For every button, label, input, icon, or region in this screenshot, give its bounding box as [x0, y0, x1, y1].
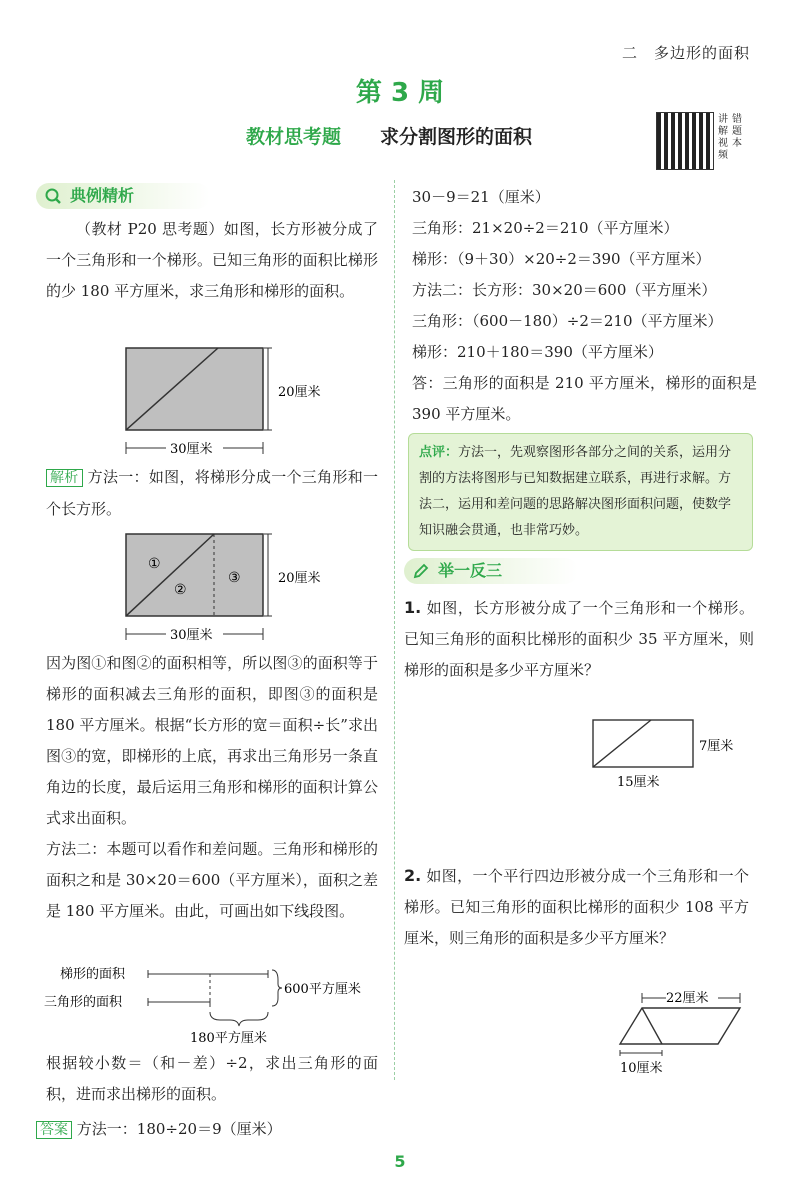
solution-line-4: 方法二：长方形：30×20＝600（平方厘米） — [412, 281, 717, 299]
comment-label: 点评： — [419, 445, 459, 460]
solution-line-5: 三角形：（600－180）÷2＝210（平方厘米） — [412, 312, 723, 330]
label-triangle-area: 三角形的面积 — [44, 995, 123, 1010]
page-title: 第 3 周 — [355, 78, 445, 108]
region-1: ① — [148, 556, 161, 572]
region-3: ③ — [228, 570, 241, 586]
subtitle-topic: 求分割图形的面积 — [380, 126, 533, 148]
question-1-text: 如图，长方形被分成了一个三角形和一个梯形。已知三角形的面积比梯形的面积少 35 平方厘米，则梯形的面积是多少平方厘米？ — [404, 599, 754, 679]
magnifier-icon — [44, 187, 62, 205]
solution-line-1: 30－9＝21（厘米） — [412, 188, 550, 206]
question-1-number: 1. — [404, 598, 422, 617]
analysis-method1 — [46, 462, 378, 525]
example-problem: （教材 P20 思考题）如图，长方形被分成了一个三角形和一个梯形。已知三角形的面积比梯形的少 180 平方厘米，求三角形和梯形的面积。 — [46, 220, 378, 300]
solution-line-6: 梯形：210＋180＝390（平方厘米） — [412, 343, 663, 361]
column-divider — [394, 180, 395, 1080]
analysis-method2: 方法二：本题可以看作和差问题。三角形和梯形的面积之和是 30×20＝600（平方厘米），面积之差是 180 平方厘米。由此，可画出如下线段图。 — [46, 840, 378, 920]
rectangle-shape — [126, 348, 263, 430]
analysis-method2-explain: 根据较小数＝（和－差）÷2，求出三角形的面积，进而求出梯形的面积。 — [46, 1054, 378, 1103]
region-2: ② — [174, 582, 187, 598]
label-difference: 180平方厘米 — [190, 1031, 267, 1046]
figure-rectangle-regions — [118, 526, 321, 651]
page-number: 5 — [394, 1152, 406, 1171]
analysis-method1-explain: 因为图①和图②的面积相等，所以图③的面积等于梯形的面积减去三角形的面积，即图③的面积是 180 平方厘米。根据“长方形的宽＝面积÷长”求出图③的宽，即梯形的上底，再求出三角形另一条直角边的长度，最后运用三角形和梯形的面积计算公式求出面积。 — [46, 654, 378, 827]
answer-start — [36, 1114, 381, 1146]
question-1 — [404, 592, 754, 686]
question-2-text: 如图，一个平行四边形被分成一个三角形和一个梯形。已知三角形的面积比梯形的面积少 108 平方厘米，则三角形的面积是多少平方厘米？ — [404, 867, 749, 947]
q2-top-label: 22厘米 — [666, 991, 709, 1006]
fig2-height-label: 20厘米 — [278, 571, 321, 586]
label-trapezoid-area: 梯形的面积 — [60, 967, 126, 982]
analysis-label: 解析 — [46, 469, 83, 487]
solution-line-2: 三角形：21×20÷2＝210（平方厘米） — [412, 219, 679, 237]
solution-line-7: 答：三角形的面积是 210 平方厘米，梯形的面积是 390 平方厘米。 — [412, 374, 757, 423]
subtitle-category: 教材思考题 — [246, 126, 342, 148]
solution-lines — [412, 182, 757, 430]
label-sum: 600平方厘米 — [284, 982, 361, 997]
question-2 — [404, 860, 749, 954]
fig2-width-label: 30厘米 — [170, 628, 213, 643]
comment-text: 方法一，先观察图形各部分之间的关系，运用分割的方法将图形与已知数据建立联系，再进行求解。方法二，运用和差问题的思路解决图形面积问题，使数学知识融会贯通，也非常巧妙。 — [419, 445, 732, 538]
pencil-icon — [412, 562, 430, 580]
fig1-width-label: 30厘米 — [170, 442, 213, 457]
qr-code[interactable] — [656, 112, 714, 170]
figure-rectangle-split — [118, 340, 321, 465]
solution-line-3: 梯形：（9＋30）×20÷2＝390（平方厘米） — [412, 250, 711, 268]
q1-width-label: 15厘米 — [617, 775, 660, 790]
answer-label: 答案 — [36, 1121, 72, 1139]
q2-bottom-label: 10厘米 — [620, 1061, 663, 1076]
practice-tag — [404, 558, 578, 584]
figure-line-segment — [40, 958, 380, 1050]
example-tag — [36, 183, 210, 209]
section-header: 二 多边形的面积 — [621, 44, 750, 62]
q1-height-label: 7厘米 — [699, 739, 734, 754]
figure-question-1 — [585, 712, 755, 794]
question-2-number: 2. — [404, 866, 422, 885]
practice-tag-label: 举一反三 — [438, 561, 503, 580]
qr-labels — [716, 114, 750, 162]
comment-box — [408, 433, 753, 551]
qr-label-video: 讲解视频 — [718, 114, 728, 161]
answer-first-line: 方法一：180÷20＝9（厘米） — [76, 1120, 282, 1138]
fig1-height-label: 20厘米 — [278, 385, 321, 400]
example-tag-label: 典例精析 — [70, 186, 135, 205]
qr-label-mistakes: 错题本 — [732, 114, 742, 149]
analysis-method1-text: 方法一：如图，将梯形分成一个三角形和一个长方形。 — [46, 468, 378, 518]
figure-question-2 — [600, 982, 760, 1077]
